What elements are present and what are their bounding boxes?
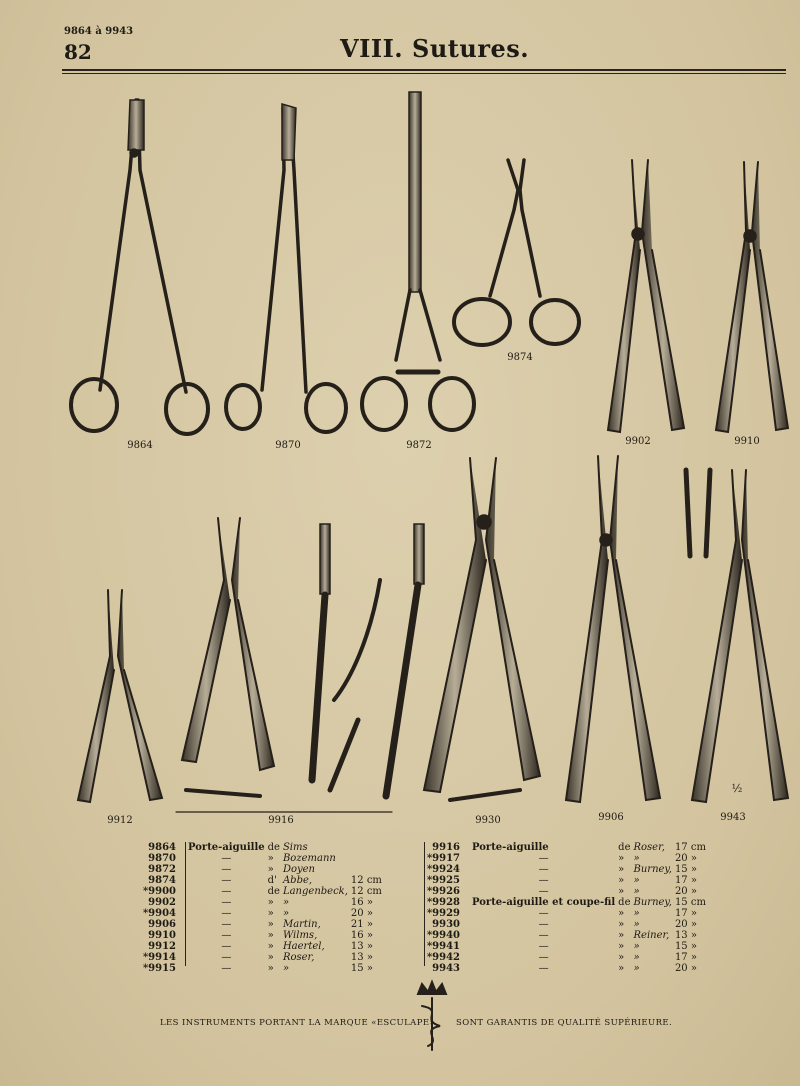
catalog-name: — xyxy=(538,853,549,864)
catalog-prep: de xyxy=(267,886,280,897)
catalog-author: Abbe, xyxy=(282,875,313,886)
catalog-row xyxy=(138,842,385,853)
catalog-author: » xyxy=(633,963,640,974)
catalog-row xyxy=(138,886,385,897)
catalog-code: *9929 xyxy=(426,908,460,919)
catalog-prep: » xyxy=(618,963,625,974)
catalog-author: » xyxy=(282,908,290,919)
catalog-size xyxy=(351,853,385,864)
catalog-code: *9925 xyxy=(426,875,460,886)
catalog-author: » xyxy=(633,886,640,897)
catalog-author: » xyxy=(633,919,640,930)
needle-holder-scissor-grip-icon xyxy=(226,104,346,432)
catalog-code: 9902 xyxy=(148,897,176,908)
catalog-prep: » xyxy=(267,941,274,952)
catalog-prep: » xyxy=(267,919,274,930)
needle-holder-ratchet-icon xyxy=(362,92,474,430)
catalog-code: 9910 xyxy=(148,930,176,941)
figure-label: 9870 xyxy=(275,440,301,451)
scale-mark: ½ xyxy=(731,782,743,795)
catalog-code: *9917 xyxy=(426,853,460,864)
catalog-row xyxy=(138,930,385,941)
needle-holder-plier-icon xyxy=(78,590,162,802)
figure-label: 9910 xyxy=(734,436,760,447)
catalog-size: 13 » xyxy=(350,941,373,952)
needle-holder-scissor-grip-icon xyxy=(71,100,208,434)
catalog-size: 16 » xyxy=(350,930,373,941)
figure-label: 9916 xyxy=(268,815,294,826)
catalog-row xyxy=(138,853,385,864)
footer-left-text: LES INSTRUMENTS PORTANT LA MARQUE «ESCULAPE» xyxy=(160,1018,436,1028)
catalog-name: — xyxy=(221,930,232,941)
catalog-row xyxy=(422,952,709,963)
catalog-name: — xyxy=(221,952,232,963)
figure-label: 9912 xyxy=(107,815,133,826)
catalog-name: — xyxy=(538,875,549,886)
catalog-author: » xyxy=(282,897,290,908)
catalog-prep: » xyxy=(267,864,274,875)
catalog-name: — xyxy=(221,919,232,930)
catalog-prep: de xyxy=(618,897,631,908)
catalog-row xyxy=(422,842,709,853)
catalog-size: 15 » xyxy=(350,963,373,974)
catalog-size: 20 » xyxy=(674,886,697,897)
needle-holder-plier-icon xyxy=(424,458,540,800)
catalog-size: 20 » xyxy=(674,853,697,864)
catalog-code: 9943 xyxy=(432,963,460,974)
catalog-size xyxy=(351,842,385,853)
catalog-author: Haertel, xyxy=(282,941,325,952)
needle-holder-cutter-icon xyxy=(686,470,788,802)
catalog-row xyxy=(138,963,385,974)
catalog-prep: » xyxy=(618,930,625,941)
needle-holder-plier-icon xyxy=(566,456,660,802)
catalog-prep: d' xyxy=(267,875,277,886)
catalog-size: 20 » xyxy=(350,908,373,919)
catalog-size: 15 » xyxy=(674,864,697,875)
catalog-author: Bozemann xyxy=(282,853,336,864)
catalog-code: 9912 xyxy=(148,941,176,952)
catalog-prep: » xyxy=(618,919,625,930)
catalog-prep: » xyxy=(267,897,274,908)
catalog-size: 20 » xyxy=(674,919,697,930)
catalog-row xyxy=(138,941,385,952)
catalog-name: Porte-aiguille xyxy=(472,842,549,853)
catalog-author: » xyxy=(282,963,290,974)
catalog-author: Langenbeck, xyxy=(282,886,348,897)
catalog-name: — xyxy=(538,864,549,875)
catalog-row xyxy=(138,864,385,875)
catalog-code: *9940 xyxy=(426,930,460,941)
catalog-author: Roser, xyxy=(633,842,665,853)
catalog-row xyxy=(422,853,709,864)
catalog-code: *9928 xyxy=(426,897,460,908)
catalog-size: 17 » xyxy=(674,908,697,919)
catalog-prep: » xyxy=(618,908,625,919)
catalog-size: 12 cm xyxy=(350,875,382,886)
figure-label: 9930 xyxy=(475,815,501,826)
figure-label: 9943 xyxy=(720,812,746,823)
catalog-prep: de xyxy=(267,842,280,853)
catalog-row xyxy=(422,864,709,875)
needle-holder-set-icon xyxy=(176,518,424,812)
catalog-name: — xyxy=(221,886,232,897)
catalog-size: 12 cm xyxy=(350,886,382,897)
catalog-prep: » xyxy=(618,941,625,952)
catalog-author: Martin, xyxy=(282,919,321,930)
catalog-prep: » xyxy=(267,963,274,974)
catalog-name: — xyxy=(538,952,549,963)
catalog-code: 9930 xyxy=(432,919,460,930)
catalog-row xyxy=(138,875,385,886)
catalog-prep: » xyxy=(618,886,625,897)
catalog-prep: » xyxy=(267,952,274,963)
catalog-size: 17 » xyxy=(674,952,697,963)
catalog-name: — xyxy=(538,919,549,930)
catalog-author: Roser, xyxy=(282,952,315,963)
catalog-prep: » xyxy=(618,952,625,963)
catalog-code: *9941 xyxy=(426,941,460,952)
catalog-row xyxy=(422,930,709,941)
catalog-name: — xyxy=(538,941,549,952)
catalog-code: 9870 xyxy=(148,853,176,864)
catalog-row xyxy=(422,919,709,930)
catalog-table-right xyxy=(422,842,709,974)
catalog-size: 15 » xyxy=(674,941,697,952)
catalog-author: » xyxy=(633,853,640,864)
catalog-author: » xyxy=(633,875,640,886)
catalog-author: » xyxy=(633,908,640,919)
catalog-author: Wilms, xyxy=(282,930,318,941)
catalog-code: *9915 xyxy=(142,963,176,974)
catalog-table-left xyxy=(138,842,385,974)
catalog-author: » xyxy=(633,952,640,963)
catalog-author: Sims xyxy=(282,842,308,853)
catalog-code: 9872 xyxy=(148,864,176,875)
catalog-row xyxy=(138,897,385,908)
catalog-code: *9914 xyxy=(142,952,176,963)
catalog-size: 13 » xyxy=(350,952,373,963)
catalog-code: *9904 xyxy=(142,908,176,919)
catalog-size: 17 » xyxy=(674,875,697,886)
catalog-row xyxy=(138,919,385,930)
catalog-author: » xyxy=(633,941,640,952)
page-range: 9864 à 9943 xyxy=(64,26,134,37)
catalog-name: — xyxy=(538,963,549,974)
catalog-name: — xyxy=(221,908,232,919)
catalog-name: — xyxy=(221,875,232,886)
catalog-code: 9906 xyxy=(148,919,176,930)
catalog-name: — xyxy=(538,908,549,919)
catalog-row xyxy=(422,941,709,952)
catalog-row xyxy=(422,886,709,897)
catalog-name: — xyxy=(538,930,549,941)
catalog-size xyxy=(351,864,385,875)
esculape-crown-serpent-icon xyxy=(418,982,446,1050)
figure-label: 9902 xyxy=(625,436,651,447)
catalog-row xyxy=(422,875,709,886)
catalog-prep: » xyxy=(267,908,274,919)
catalog-code: *9926 xyxy=(426,886,460,897)
catalog-name: — xyxy=(221,963,232,974)
catalog-size: 21 » xyxy=(350,919,373,930)
page-title: VIII. Sutures. xyxy=(340,34,530,63)
figure-label: 9906 xyxy=(598,812,624,823)
catalog-name: Porte-aiguille xyxy=(188,842,265,853)
figure-label: 9864 xyxy=(127,440,153,451)
catalog-row xyxy=(138,908,385,919)
figure-label: 9874 xyxy=(507,352,533,363)
catalog-name: — xyxy=(538,886,549,897)
catalog-code: 9874 xyxy=(148,875,176,886)
catalog-author: Burney, xyxy=(633,897,672,908)
catalog-size: 16 » xyxy=(350,897,373,908)
catalog-author: Burney, xyxy=(633,864,672,875)
catalog-prep: » xyxy=(618,853,625,864)
catalog-author: Doyen xyxy=(282,864,315,875)
catalog-size: 20 » xyxy=(674,963,697,974)
catalog-prep: » xyxy=(618,864,625,875)
catalog-code: *9900 xyxy=(142,886,176,897)
catalog-size: 17 cm xyxy=(674,842,706,853)
catalog-prep: » xyxy=(267,930,274,941)
catalog-prep: » xyxy=(618,875,625,886)
catalog-code: 9864 xyxy=(148,842,176,853)
catalog-name: — xyxy=(221,853,232,864)
catalog-row xyxy=(422,908,709,919)
needle-holder-plier-icon xyxy=(608,160,684,432)
catalog-name: — xyxy=(221,941,232,952)
figure-label: 9872 xyxy=(406,440,432,451)
catalog-code: 9916 xyxy=(432,842,460,853)
catalog-author: Reiner, xyxy=(633,930,670,941)
catalog-row xyxy=(422,963,709,974)
catalog-name: — xyxy=(221,897,232,908)
small-needle-holder-icon xyxy=(454,160,579,345)
catalog-prep: de xyxy=(618,842,631,853)
catalog-name: — xyxy=(221,864,232,875)
footer-right-text: SONT GARANTIS DE QUALITÉ SUPÉRIEURE. xyxy=(456,1018,673,1028)
catalog-code: *9924 xyxy=(426,864,460,875)
catalog-name: Porte-aiguille et coupe-fil xyxy=(472,897,616,908)
catalog-prep: » xyxy=(267,853,274,864)
catalog-size: 15 cm xyxy=(674,897,706,908)
needle-holder-plier-icon xyxy=(716,162,788,432)
catalog-code: *9942 xyxy=(426,952,460,963)
catalog-size: 13 » xyxy=(674,930,697,941)
catalog-row xyxy=(138,952,385,963)
page-number: 82 xyxy=(64,40,92,64)
catalog-row xyxy=(422,897,709,908)
